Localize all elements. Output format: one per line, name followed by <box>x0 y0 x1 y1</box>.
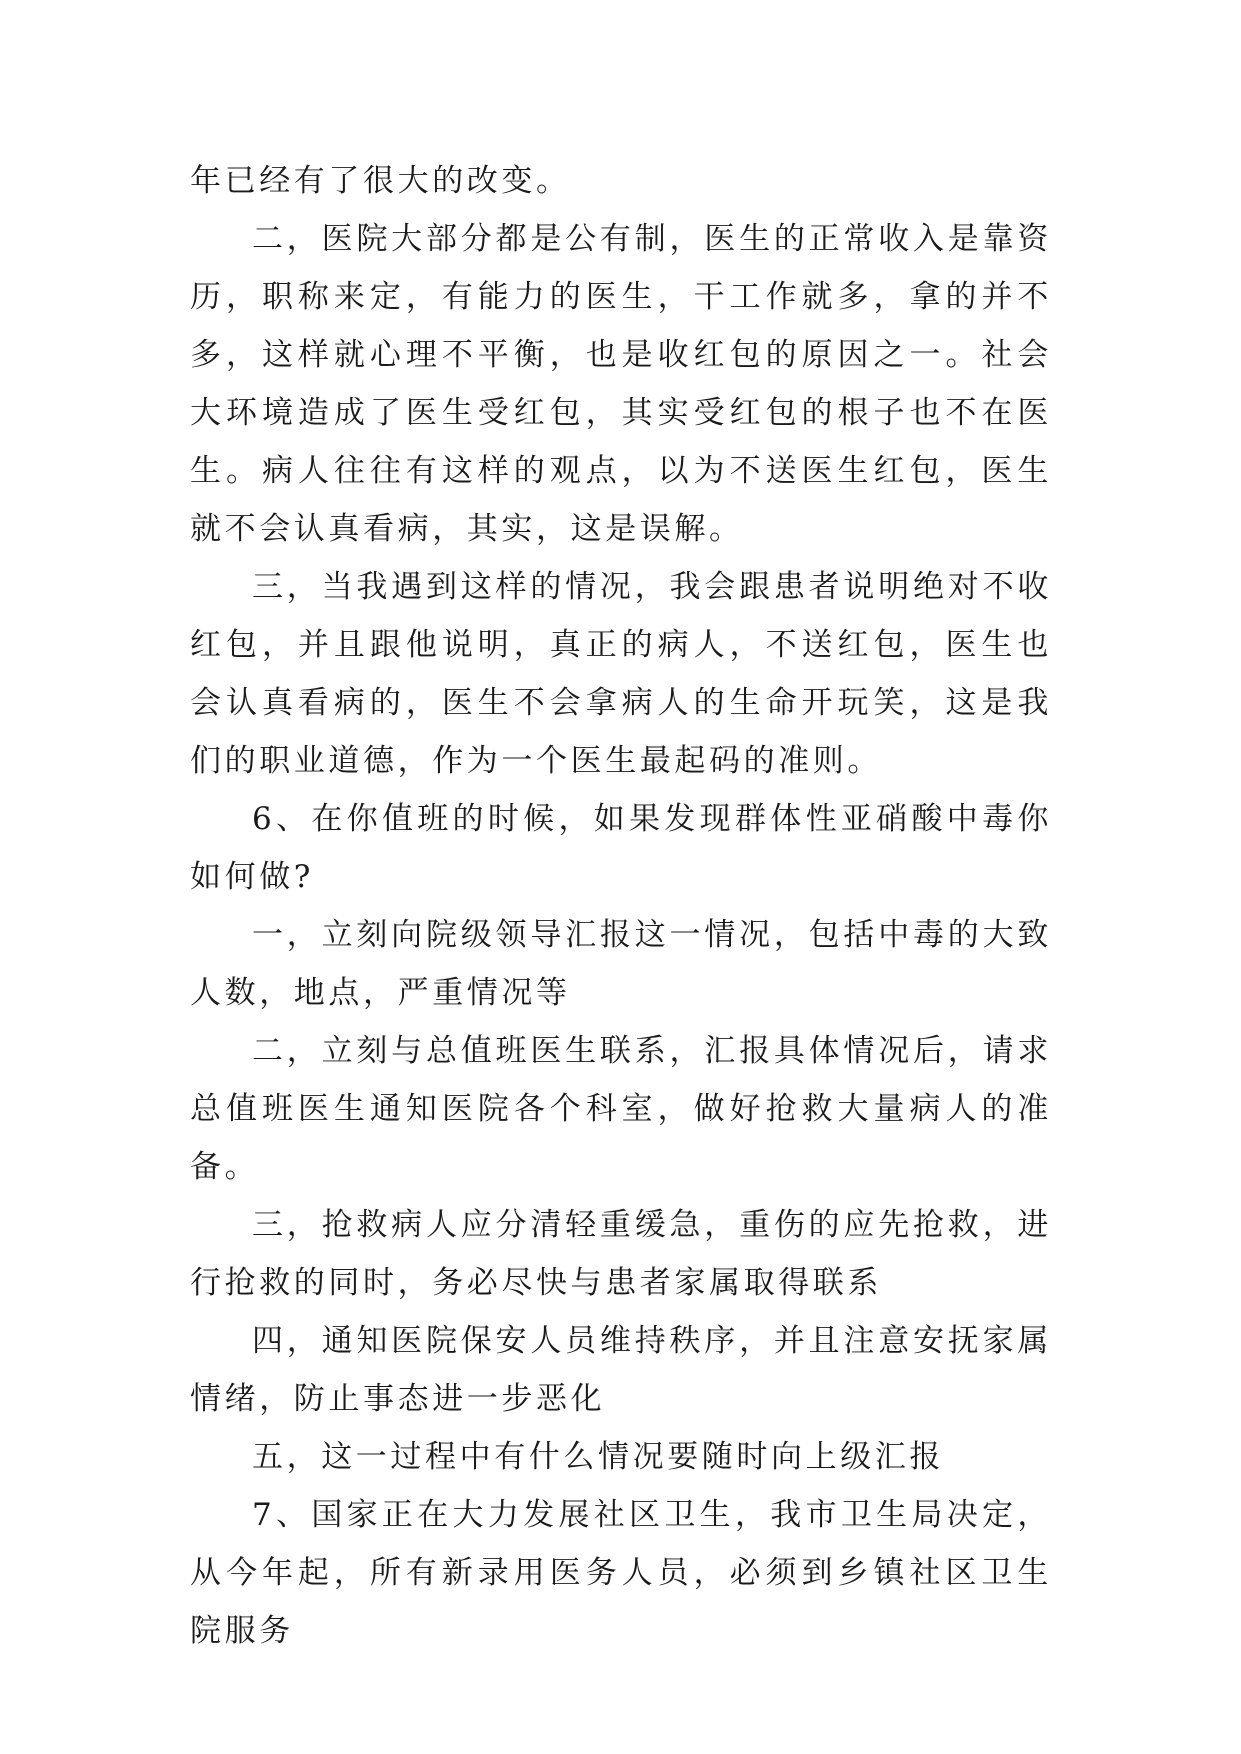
answer-step-four: 四，通知医院保安人员维持秩序，并且注意安抚家属情绪，防止事态进一步恶化 <box>190 1323 1052 1417</box>
question-7: 7、国家正在大力发展社区卫生，我市卫生局决定，从今年起，所有新录用医务人员，必须到乡镇社区卫生院服务 <box>190 1497 1052 1649</box>
paragraph-continuation: 年已经有了很大的改变。 <box>190 163 571 199</box>
answer-step-five: 五，这一过程中有什么情况要随时向上级汇报 <box>252 1439 944 1475</box>
body-text <box>190 152 1052 1660</box>
question-6: 6、在你值班的时候，如果发现群体性亚硝酸中毒你如何做? <box>190 801 1052 895</box>
answer-step-two: 二，立刻与总值班医生联系，汇报具体情况后，请求总值班医生通知医院各个科室，做好抢救大量病人的准备。 <box>190 1033 1052 1185</box>
answer-step-one: 一，立刻向院级领导汇报这一情况，包括中毒的大致人数，地点，严重情况等 <box>190 917 1052 1011</box>
paragraph-reason-two: 二，医院大部分都是公有制，医生的正常收入是靠资历，职称来定，有能力的医生，干工作就多，拿的并不多，这样就心理不平衡，也是收红包的原因之一。社会大环境造成了医生受红包，其实受红包的根子也不在医生。病人往往有这样的观点，以为不送医生红包，医生就不会认真看病，其实，这是误解。 <box>190 221 1052 547</box>
answer-step-three: 三，抢救病人应分清轻重缓急，重伤的应先抢救，进行抢救的同时，务必尽快与患者家属取得联系 <box>190 1207 1052 1301</box>
paragraph-reason-three: 三，当我遇到这样的情况，我会跟患者说明绝对不收红包，并且跟他说明，真正的病人，不送红包，医生也会认真看病的，医生不会拿病人的生命开玩笑，这是我们的职业道德，作为一个医生最起码的准则。 <box>190 569 1052 779</box>
